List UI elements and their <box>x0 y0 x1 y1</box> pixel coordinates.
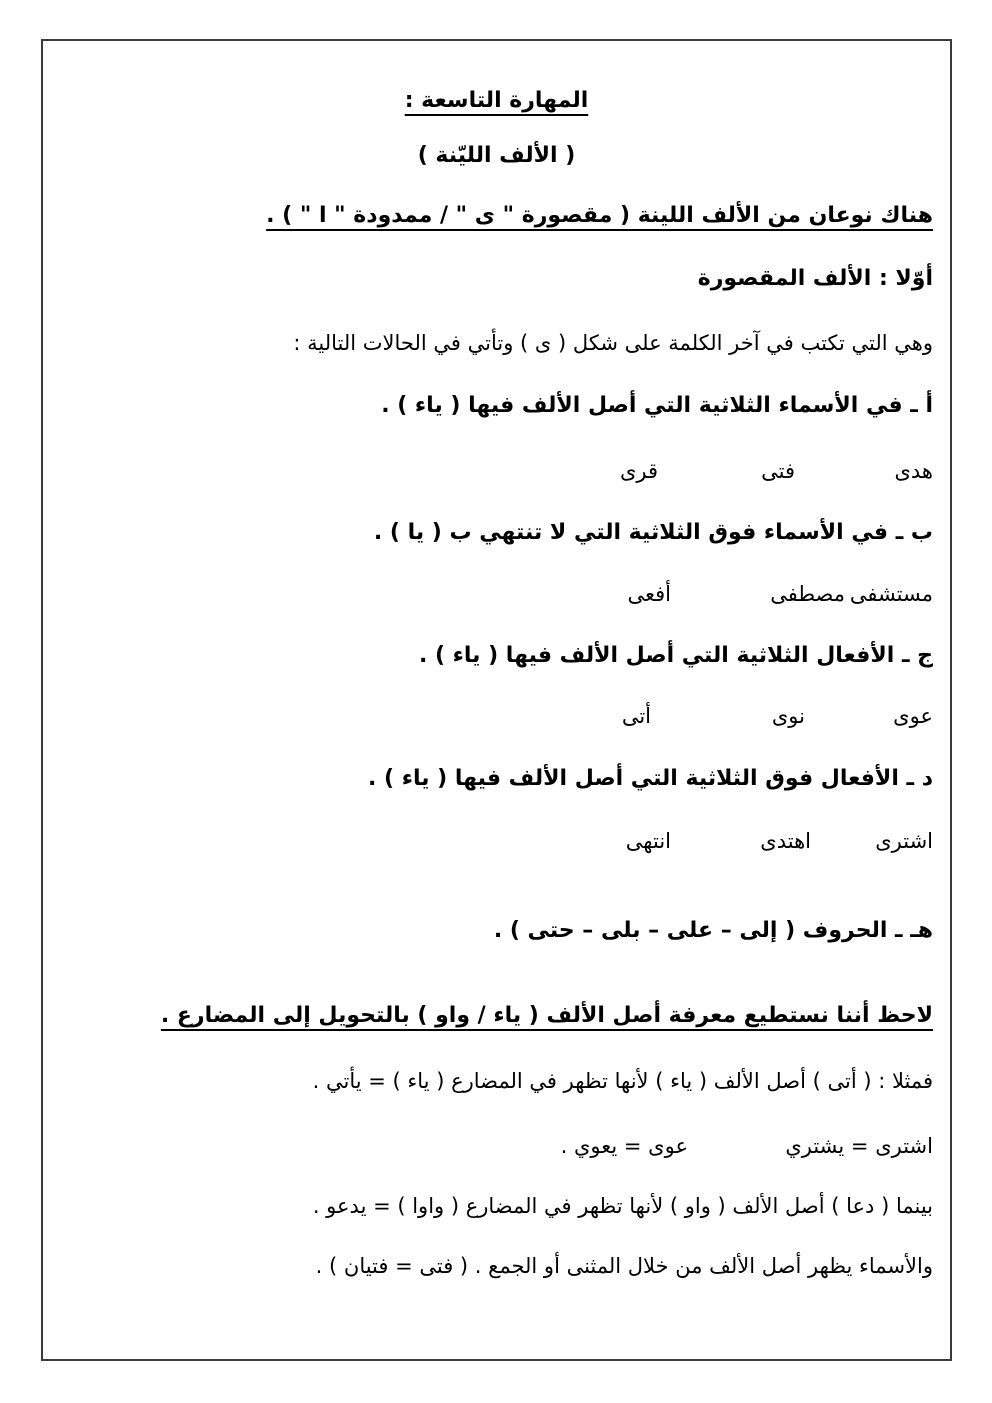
example-word: قرى <box>619 459 658 483</box>
case-a-heading: أ ـ في الأسماء الثلاثية التي أصل الألف فيها ( ياء ) . <box>381 393 933 418</box>
case-d-examples <box>60 825 933 857</box>
example-word: اهتدى <box>760 829 811 853</box>
example-pairs-line <box>60 1130 933 1162</box>
note-statement: لاحظ أننا نستطيع معرفة أصل الألف ( ياء / واو ) بالتحويل إلى المضارع . <box>160 1003 933 1028</box>
case-b-heading: ب ـ في الأسماء فوق الثلاثية التي لا تنتهي ب ( يا ) . <box>373 520 933 545</box>
section-one-description: وهي التي تكتب في آخر الكلمة على شكل ( ى ) وتأتي في الحالات التالية : <box>293 331 933 355</box>
example-word: نوى <box>771 704 805 728</box>
example-word: مصطفى <box>770 582 845 606</box>
example-word: فتى <box>761 459 795 483</box>
page-border-frame <box>41 39 952 1361</box>
example-word: اشترى <box>875 829 933 853</box>
example-waw-line: بينما ( دعا ) أصل الألف ( واو ) لأنها تظهر في المضارع ( واوا ) = يدعو . <box>312 1194 933 1218</box>
case-d-heading: د ـ الأفعال فوق الثلاثية التي أصل الألف فيها ( ياء ) . <box>367 766 933 791</box>
intro-statement: هناك نوعان من الألف اللينة ( مقصورة " ى " / ممدودة " ا " ) . <box>266 203 933 228</box>
section-one-heading: أوّلا : الألف المقصورة <box>697 266 933 291</box>
example-word: أفعى <box>627 582 671 606</box>
example-word: هدى <box>894 459 933 483</box>
example-word: انتهى <box>625 829 671 853</box>
example-pair: عوى = يعوي . <box>560 1134 688 1158</box>
example-nouns-line: والأسماء يظهر أصل الألف من خلال المثنى أو الجمع . ( فتى = فتيان ) . <box>315 1254 933 1278</box>
example-word: مستشفى <box>849 582 933 606</box>
case-c-heading: ج ـ الأفعال الثلاثية التي أصل الألف فيها ( ياء ) . <box>418 643 933 668</box>
case-e-heading: هـ ـ الحروف ( إلى – على – بلى – حتى ) . <box>493 918 933 943</box>
case-b-examples <box>60 578 933 610</box>
case-c-examples <box>60 700 933 732</box>
skill-title: المهارة التاسعة : <box>404 88 589 113</box>
case-a-examples <box>60 455 933 487</box>
lesson-subtitle: ( الألف الليّنة ) <box>417 143 576 168</box>
example-word: عوى <box>893 704 933 728</box>
example-mudari-line: فمثلا : ( أتى ) أصل الألف ( ياء ) لأنها تظهر في المضارع ( ياء ) = يأتي . <box>312 1069 933 1093</box>
example-word: أتى <box>621 704 651 728</box>
example-pair: اشترى = يشتري <box>785 1134 933 1158</box>
